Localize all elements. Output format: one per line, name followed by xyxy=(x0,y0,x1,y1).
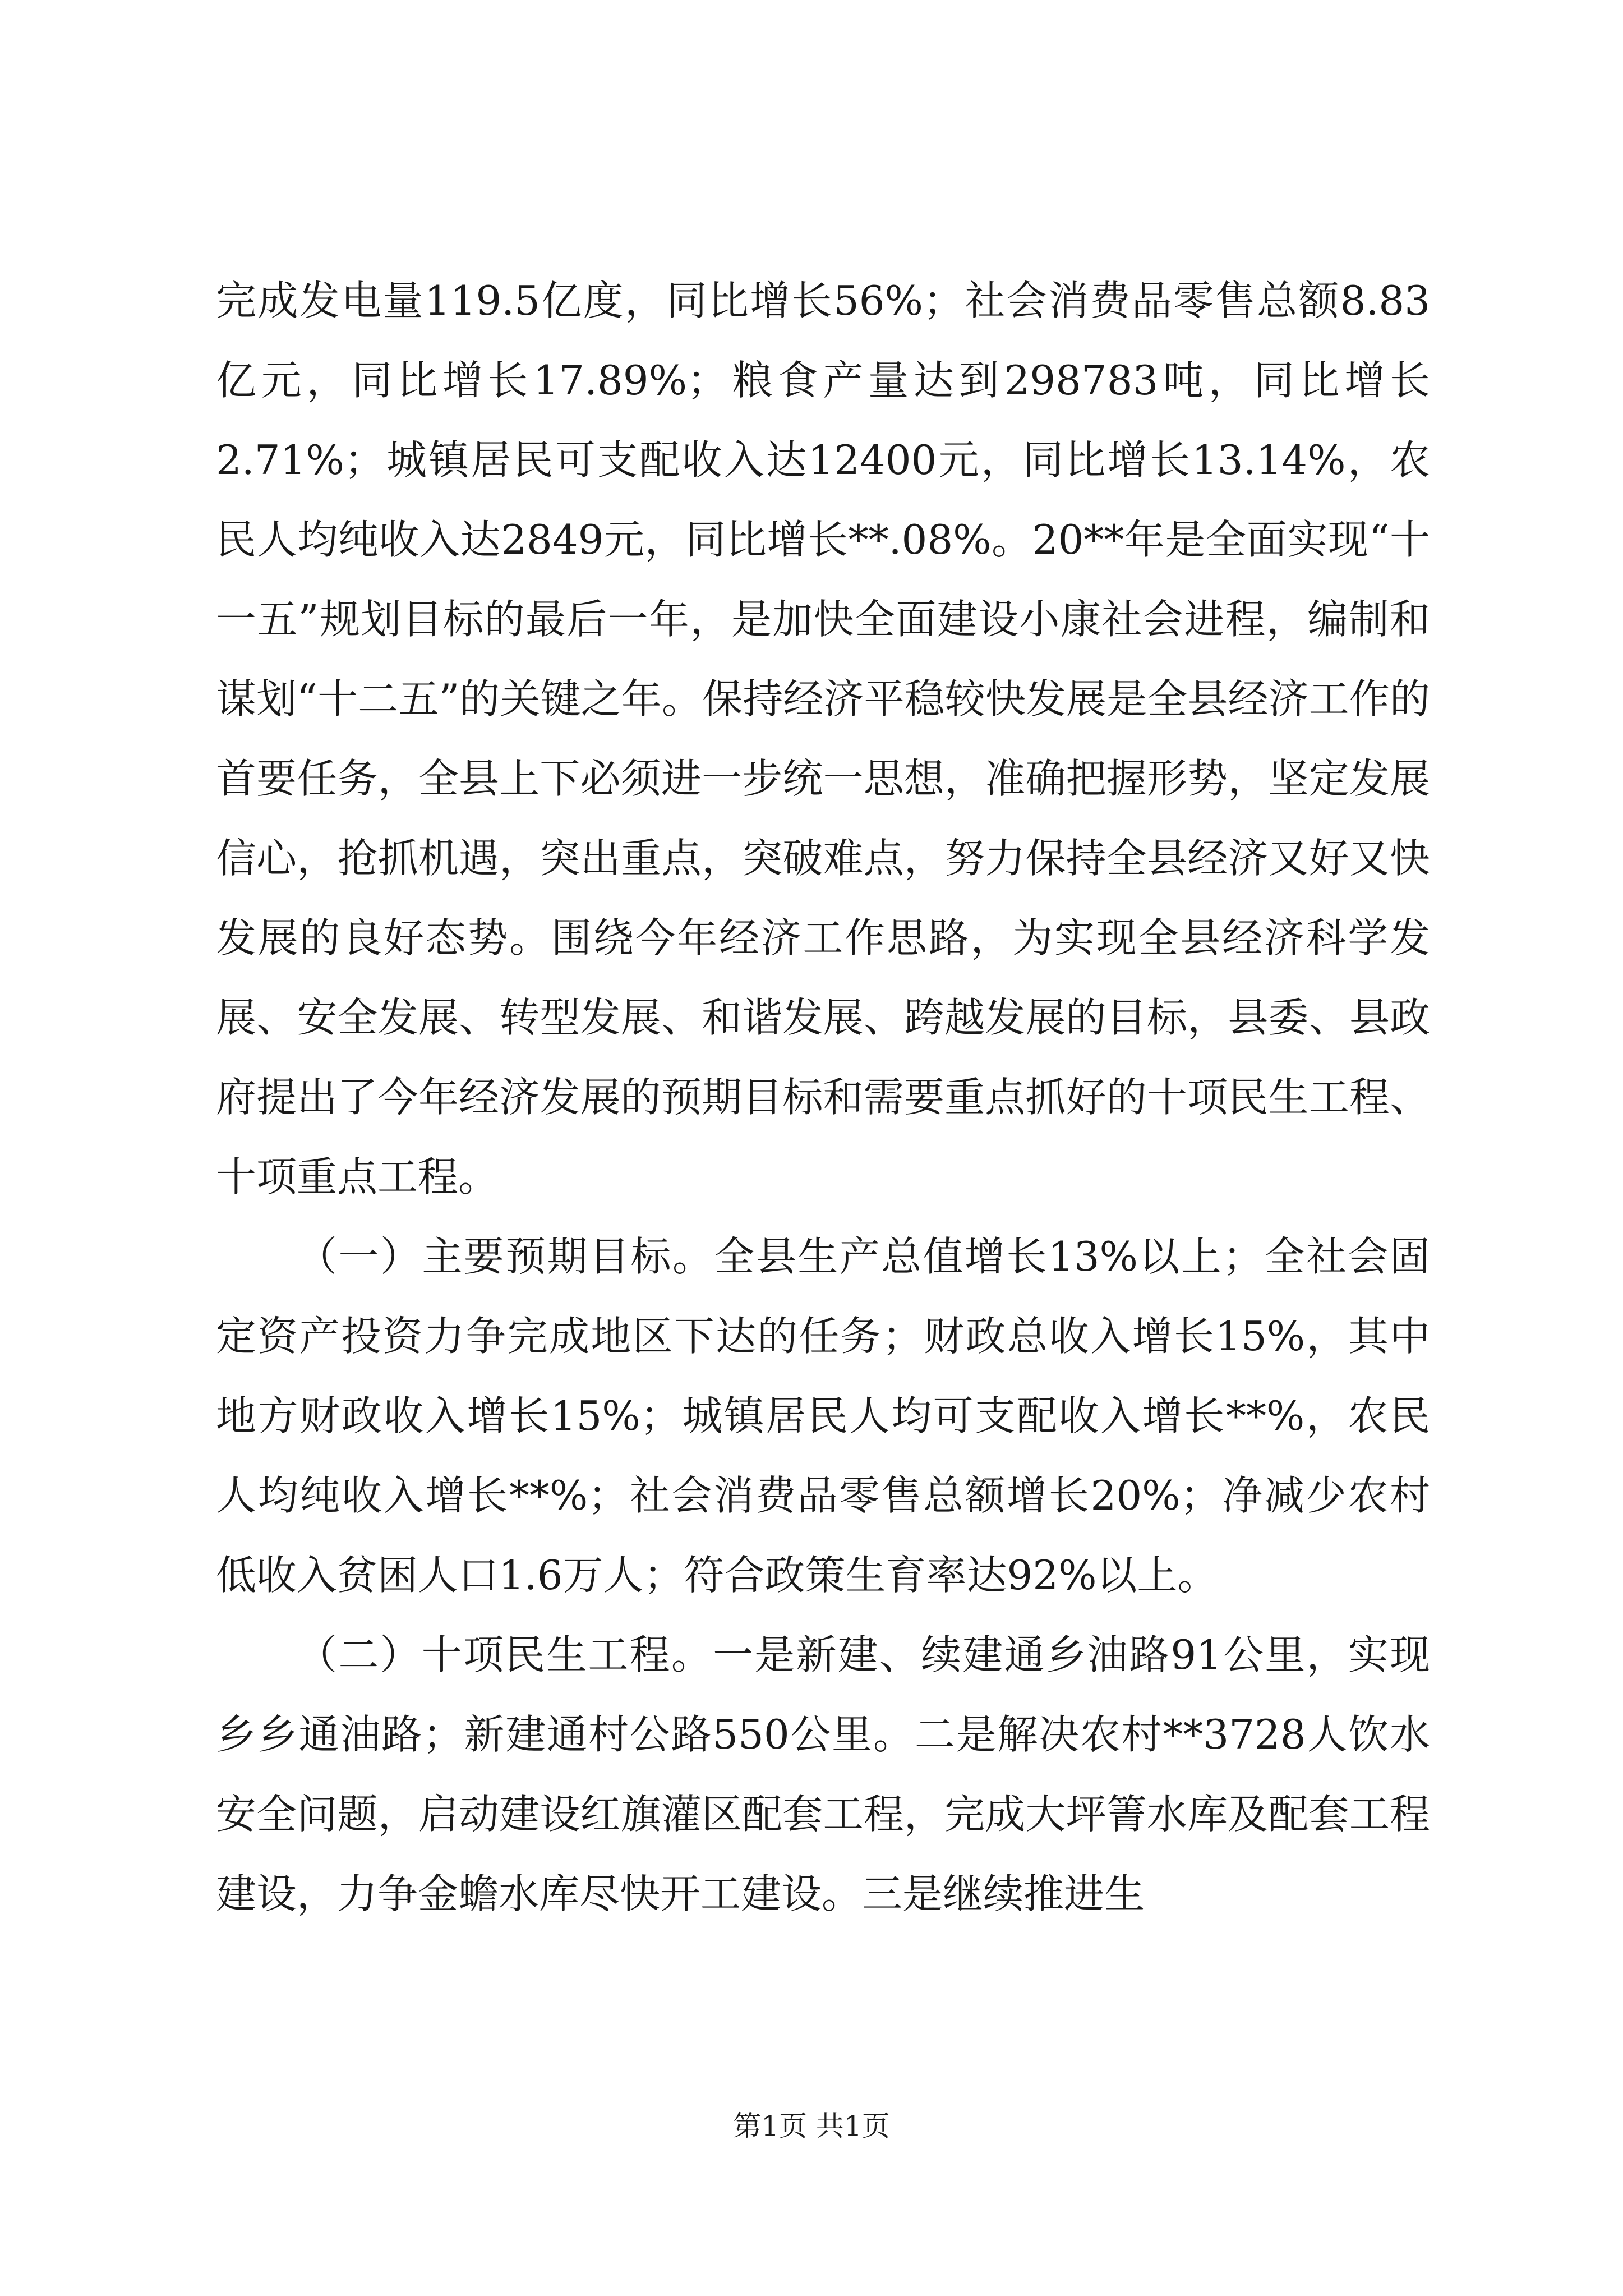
page-footer: 第1页 共1页 xyxy=(733,2110,890,2142)
paragraph-1: 完成发电量119.5亿度，同比增长56%；社会消费品零售总额8.83亿元，同比增长17.89%；粮食产量达到298783吨，同比增长2.71%；城镇居民可支配收入达12400元，同比增长13.14%，农民人均纯收入达2849元，同比增长**.08%。20**年是全面实现“十一五”规划目标的最后一年，是加快全面建设小康社会进程，编制和谋划“十二五”的关键之年。保持经济平稳较快发展是全县经济工作的首要任务，全县上下必须进一步统一思想，准确把握形势，坚定发展信心，抢抓机遇，突出重点，突破难点，努力保持全县经济又好又快发展的良好态势。围绕今年经济工作思路，为实现全县经济科学发展、安全发展、转型发展、和谐发展、跨越发展的目标，县委、县政府提出了今年经济发展的预期目标和需要重点抓好的十项民生工程、十项重点工程。 xyxy=(216,277,1430,1200)
document-body xyxy=(216,261,1430,1934)
paragraph-3: （二）十项民生工程。一是新建、续建通乡油路91公里，实现乡乡通油路；新建通村公路550公里。二是解决农村**3728人饮水安全问题，启动建设红旗灌区配套工程，完成大坪箐水库及配套工程建设，力争金蟾水库尽快开工建设。三是继续推进生 xyxy=(216,1631,1430,1917)
paragraph-2: （一）主要预期目标。全县生产总值增长13%以上；全社会固定资产投资力争完成地区下达的任务；财政总收入增长15%，其中地方财政收入增长15%；城镇居民人均可支配收入增长**%，农民人均纯收入增长**%；社会消费品零售总额增长20%；净减少农村低收入贫困人口1.6万人；符合政策生育率达92%以上。 xyxy=(216,1233,1430,1599)
